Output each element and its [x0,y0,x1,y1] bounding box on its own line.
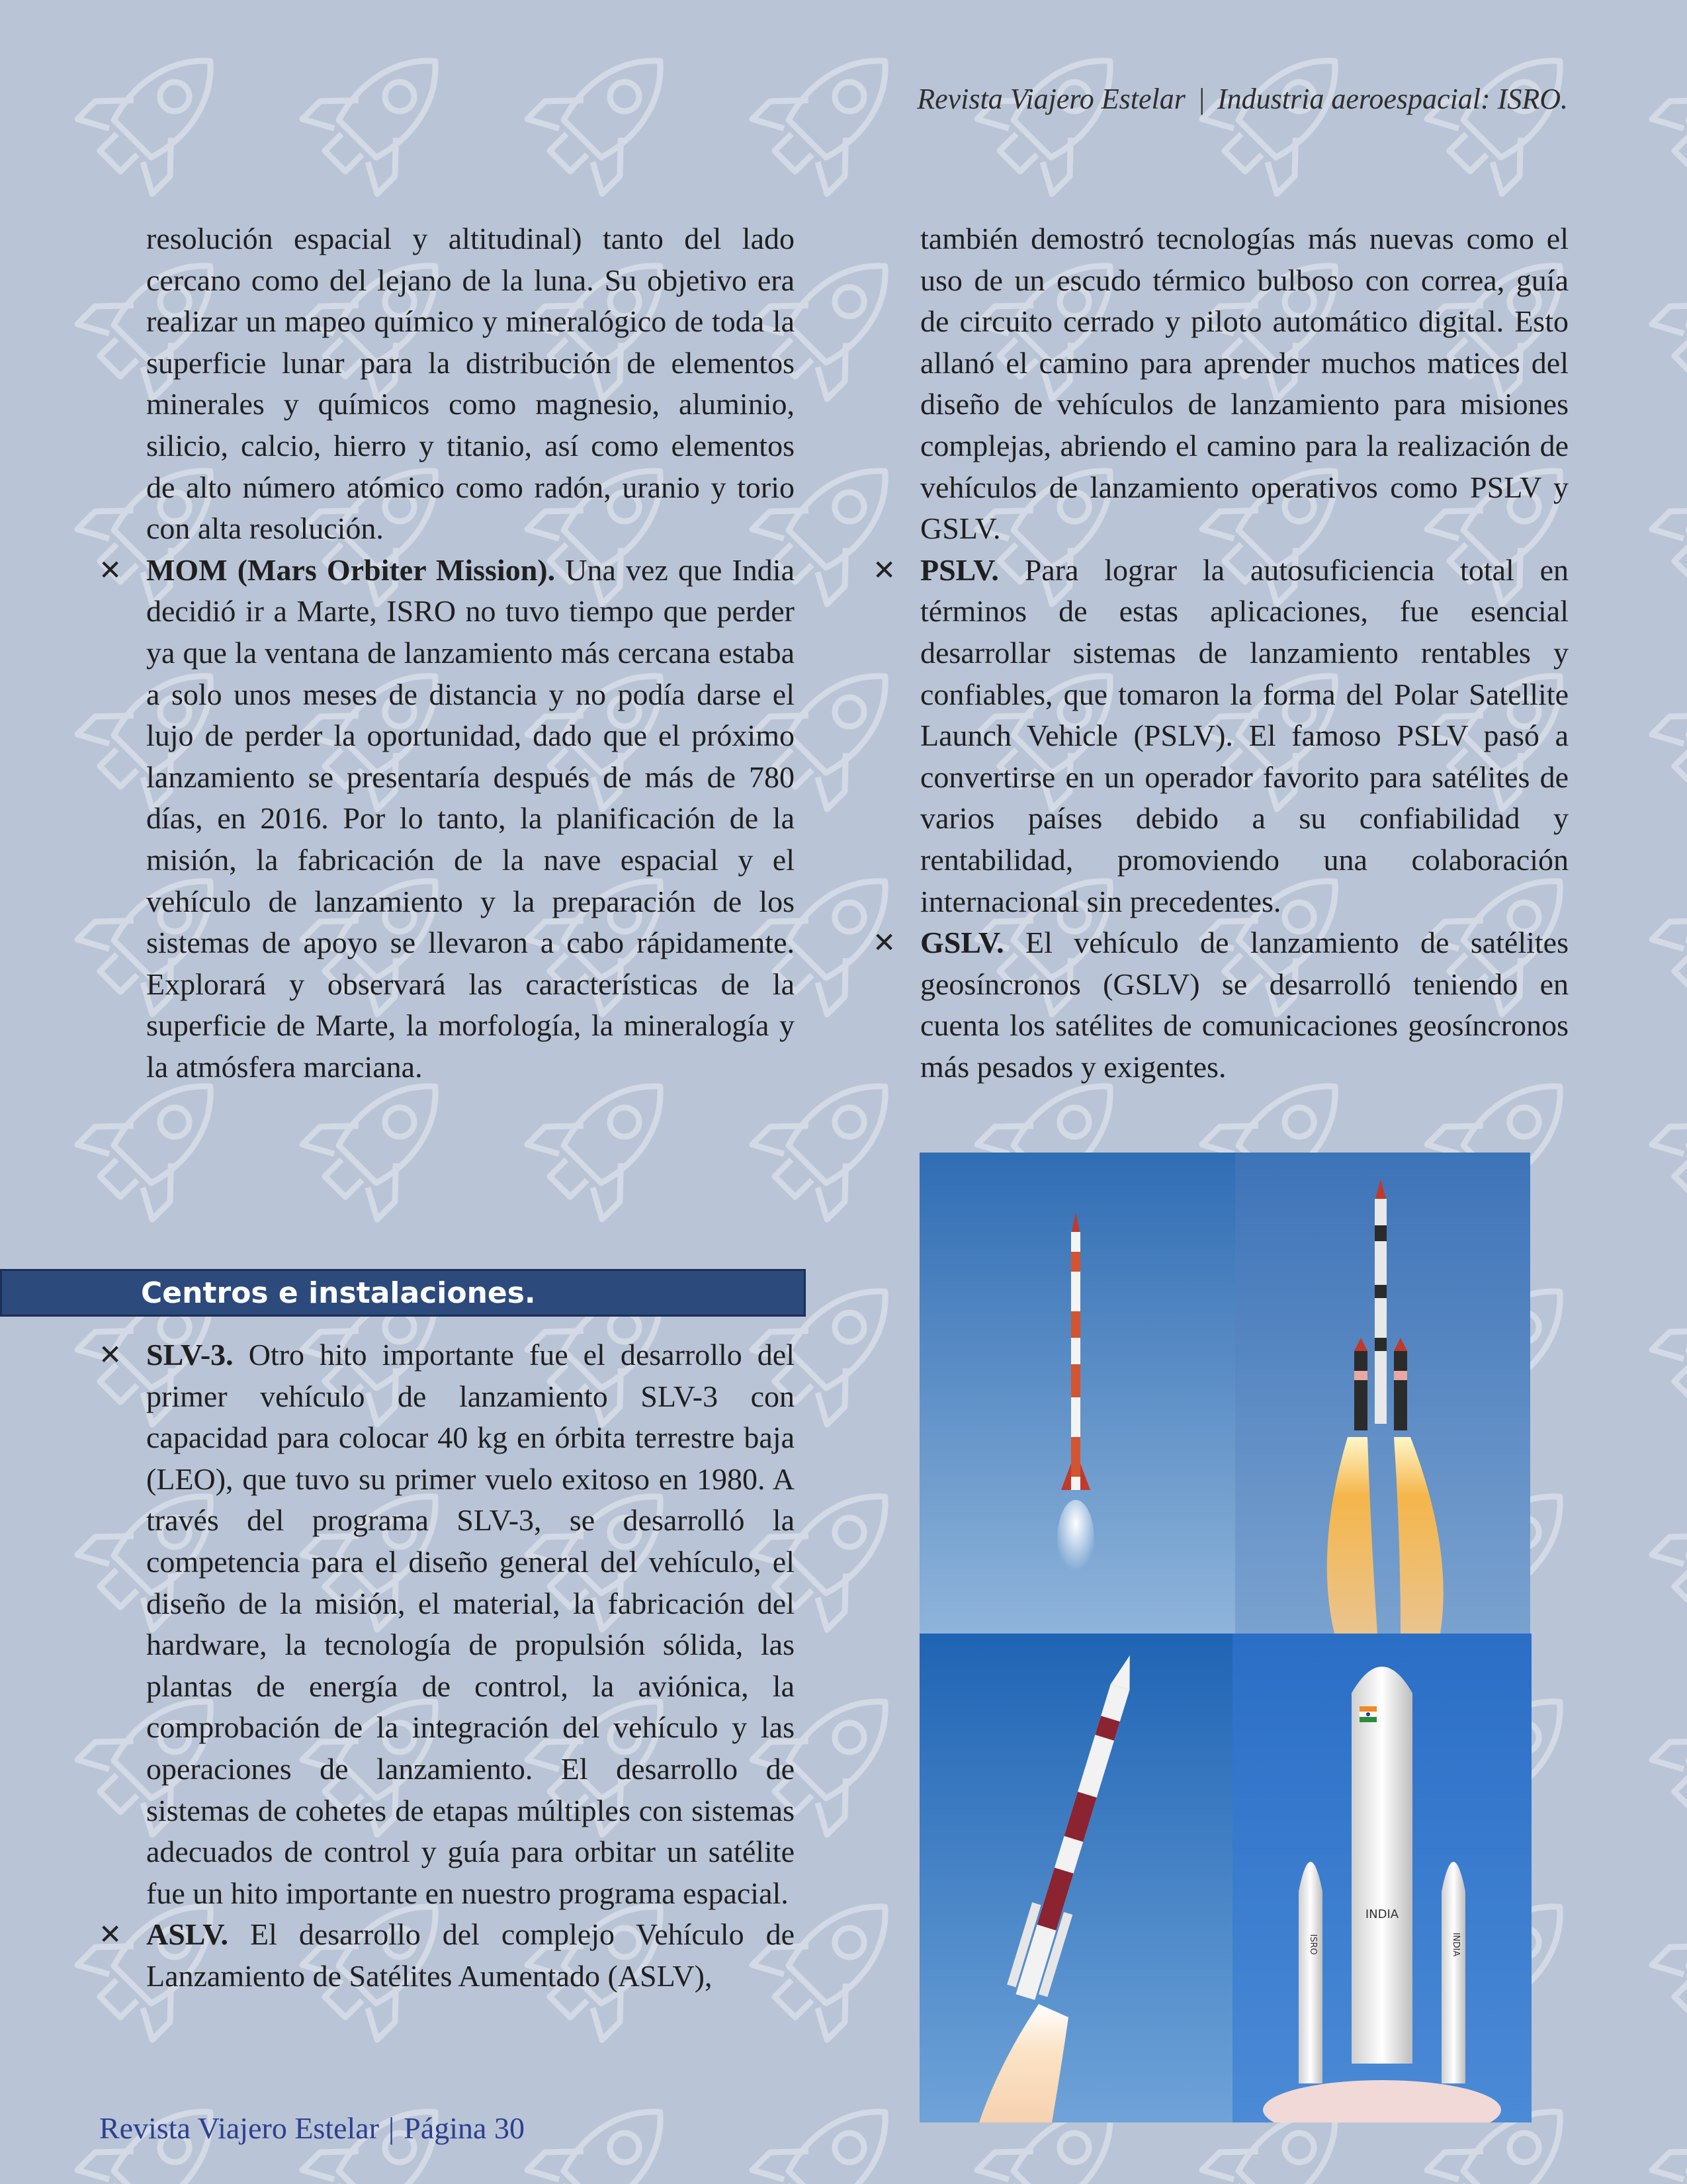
rocket-label-india-booster: INDIA [1451,1932,1461,1957]
list-item-slv3 [99,1334,795,1914]
list-item-title: ASLV. [146,1917,229,1952]
x-bullet-icon: ✕ [873,926,896,959]
header-separator: | [1197,83,1206,115]
rocket-photo-collage [920,1153,1532,2122]
list-item-text: Una vez que India decidió ir a Marte, ISRO no tuvo tiempo que perder ya que la ventana de lanzamiento más cercana estaba a solo unos meses de distancia y no podía darse el lujo de perder la oportunidad, dado que el próximo lanzamiento se presentaría después de más de 780 días, en 2016. Por lo tanto, la planificación de la misión, la fabricación de la nave espacial y el vehículo de lanzamiento y la preparación de los sistemas de apoyo se llevaron a cabo rápidamente. Explorará y observará las características de la superficie de Marte, la morfología, la mineralogía y la atmósfera marciana. [146,552,795,1084]
rocket-label-india: INDIA [1365,1907,1399,1921]
list-item-aslv [99,1914,795,1997]
aslv-rocket-photo [1235,1153,1530,1634]
page-footer [99,2111,525,2146]
section-header-bar [0,1269,806,1317]
footer-magazine-name: Revista Viajero Estelar [99,2111,380,2145]
header-magazine-name: Revista Viajero Estelar [917,83,1186,115]
list-item-title: SLV-3. [146,1338,234,1372]
footer-separator: | [388,2111,395,2145]
rocket-label-isro: ISRO [1308,1934,1318,1955]
x-bullet-icon: ✕ [873,553,896,586]
section-title: Centros e instalaciones. [141,1276,536,1310]
lunar-mission-continuation-text: resolución espacial y altitudinal) tanto del lado cercano como del lejano de la luna. Su objetivo era realizar un mapeo químico y mineralógico de toda la superficie lunar para la distribución de elementos minerales y químicos como magnesio, aluminio, silicio, calcio, hierro y titanio, así como elementos de alto número atómico como radón, uranio y torio con alta resolución. [146,222,795,546]
list-item-title: PSLV. [920,552,999,587]
list-item-pslv [873,550,1569,922]
list-item-text: Para lograr la autosuficiencia total en términos de estas aplicaciones, fue esencial desarrollar sistemas de lanzamiento rentables y confiables, que tomaron la forma del Polar Satellite Launch Vehicle (PSLV). El famoso PSLV pasó a convertirse en un operador favorito para satélites de varios países debido a su confiabilidad y rentabilidad, promoviendo una colaboración internacional sin precedentes. [920,552,1569,918]
list-item-gslv [873,922,1569,1088]
pslv-rocket-photo [920,1634,1233,2122]
list-item-mom [99,550,795,1088]
list-item-title: GSLV. [920,926,1004,960]
left-column [99,218,795,1088]
running-header [917,82,1568,116]
page-number: Página 30 [404,2111,525,2145]
x-bullet-icon: ✕ [99,1338,122,1371]
left-column-lower [99,1334,795,1997]
gslv-rocket-photo [1233,1634,1532,2122]
slv3-rocket-photo [920,1153,1235,1634]
right-column [873,218,1569,1088]
list-item-text: Otro hito importante fue el desarrollo del primer vehículo de lanzamiento SLV-3 con capacidad para colocar 40 kg en órbita terrestre baja (LEO), que tuvo su primer vuelo exitoso en 1980. A través del programa SLV-3, se desarrolló la competencia para el diseño general del vehículo, el diseño de la misión, el material, la fabricación del hardware, la tecnología de propulsión sólida, las plantas de energía de control, la aviónica, la comprobación de la integración del vehículo y las operaciones de lanzamiento. El desarrollo de sistemas de cohetes de etapas múltiples con sistemas adecuados de control y guía para orbitar un satélite fue un hito importante en nuestro programa espacial. [146,1338,795,1910]
x-bullet-icon: ✕ [99,1918,122,1951]
list-item-text: El vehículo de lanzamiento de satélites geosíncronos (GSLV) se desarrolló teniendo en cuenta los satélites de comunicaciones geosíncronos más pesados y exigentes. [920,926,1569,1084]
list-item-title: MOM (Mars Orbiter Mission). [146,552,556,587]
header-topic: Industria aeroespacial: ISRO. [1217,83,1568,115]
list-item-text: El desarrollo del complejo Vehículo de Lanzamiento de Satélites Aumentado (ASLV), [146,1917,795,1993]
x-bullet-icon: ✕ [99,553,122,586]
aslv-continuation-text: también demostró tecnologías más nuevas como el uso de un escudo térmico bulboso con correa, guía de circuito cerrado y piloto automático digital. Esto allanó el camino para aprender muchos matices del diseño de vehículos de lanzamiento para misiones complejas, abriendo el camino para la realización de vehículos de lanzamiento operativos como PSLV y GSLV. [920,222,1569,546]
